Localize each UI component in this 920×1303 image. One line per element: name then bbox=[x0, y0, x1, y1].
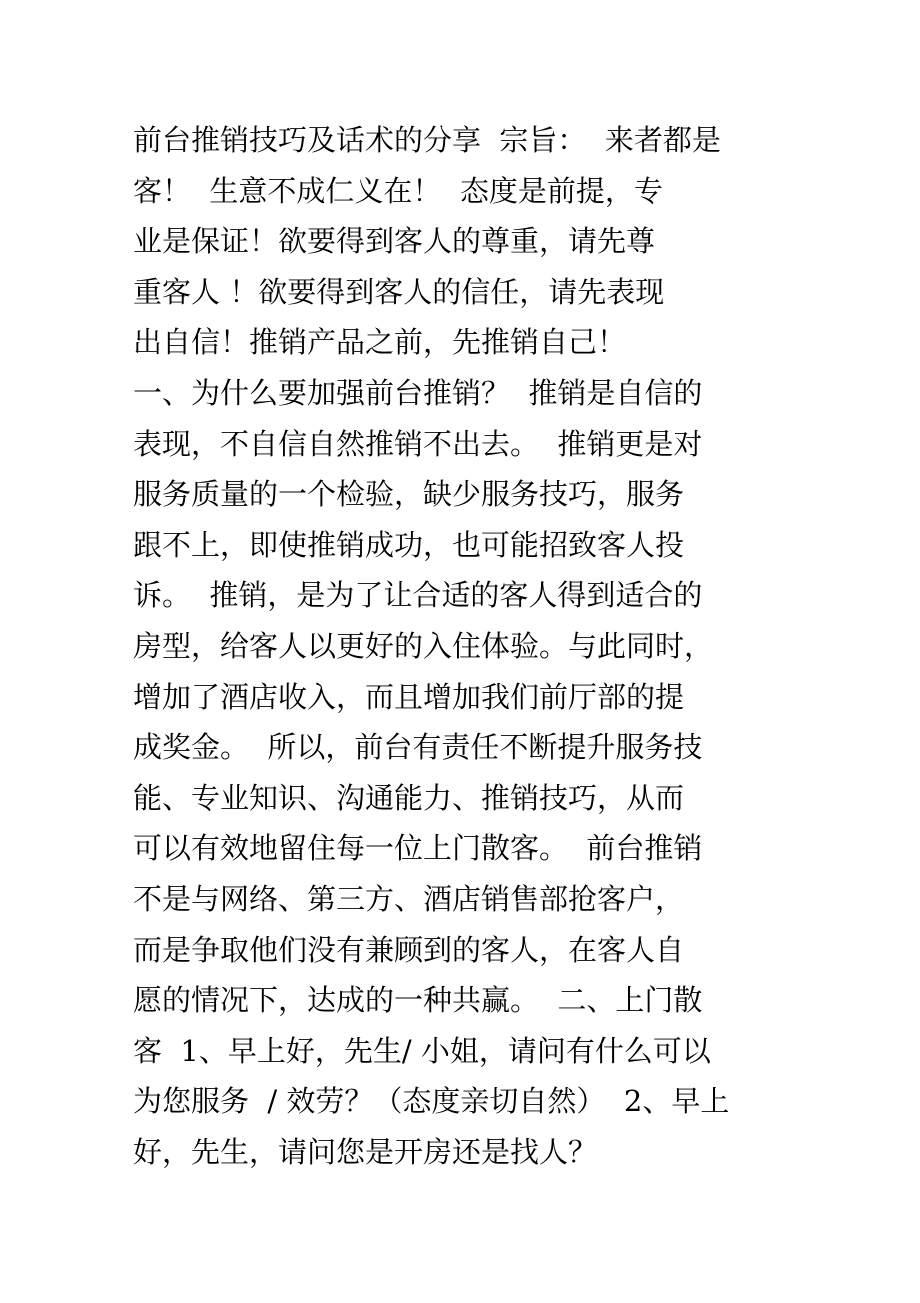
text-line: 客 1、早上好，先生/ 小姐，请问有什么可以 bbox=[133, 1033, 711, 1068]
text-line: 不是与网络、第三方、酒店销售部抢客户， bbox=[133, 881, 685, 916]
text-line: 增加了酒店收入，而且增加我们前厅部的提 bbox=[133, 679, 685, 714]
text-line: 愿的情况下，达成的一种共赢。 二、上门散 bbox=[133, 983, 703, 1018]
text-line: 而是争取他们没有兼顾到的客人，在客人自 bbox=[133, 932, 685, 967]
text-line: 重客人 ！欲要得到客人的信任，请先表现 bbox=[133, 274, 665, 309]
text-line: 服务质量的一个检验，缺少服务技巧，服务 bbox=[133, 477, 685, 512]
text-line: 能、专业知识、沟通能力、推销技巧，从而 bbox=[133, 780, 685, 815]
text-line: 可以有效地留住每一位上门散客。 前台推销 bbox=[133, 831, 703, 866]
text-line: 表现，不自信自然推销不出去。 推销更是对 bbox=[133, 426, 703, 461]
text-line: 为您服务 / 效劳？（态度亲切自然） 2、早上 bbox=[133, 1084, 730, 1119]
text-line: 成奖金。 所以，前台有责任不断提升服务技 bbox=[133, 730, 703, 765]
text-line: 好，先生，请问您是开房还是找人？ bbox=[133, 1134, 598, 1169]
body-text bbox=[133, 115, 793, 1177]
text-line: 出自信！推销产品之前，先推销自己！ bbox=[133, 325, 627, 360]
text-line: 跟不上，即使推销成功，也可能招致客人投 bbox=[133, 527, 685, 562]
text-line: 业是保证！欲要得到客人的尊重，请先尊 bbox=[133, 224, 656, 259]
text-line: 客！ 生意不成仁义在！ 态度是前提，专 bbox=[133, 173, 663, 208]
text-line: 诉。 推销，是为了让合适的客人得到适合的 bbox=[133, 578, 703, 613]
text-line: 一、为什么要加强前台推销？ 推销是自信的 bbox=[133, 375, 703, 410]
text-line: 前台推销技巧及话术的分享 宗旨： 来者都是 bbox=[133, 123, 721, 157]
text-line: 房型，给客人以更好的入住体验。与此同时， bbox=[133, 628, 714, 663]
